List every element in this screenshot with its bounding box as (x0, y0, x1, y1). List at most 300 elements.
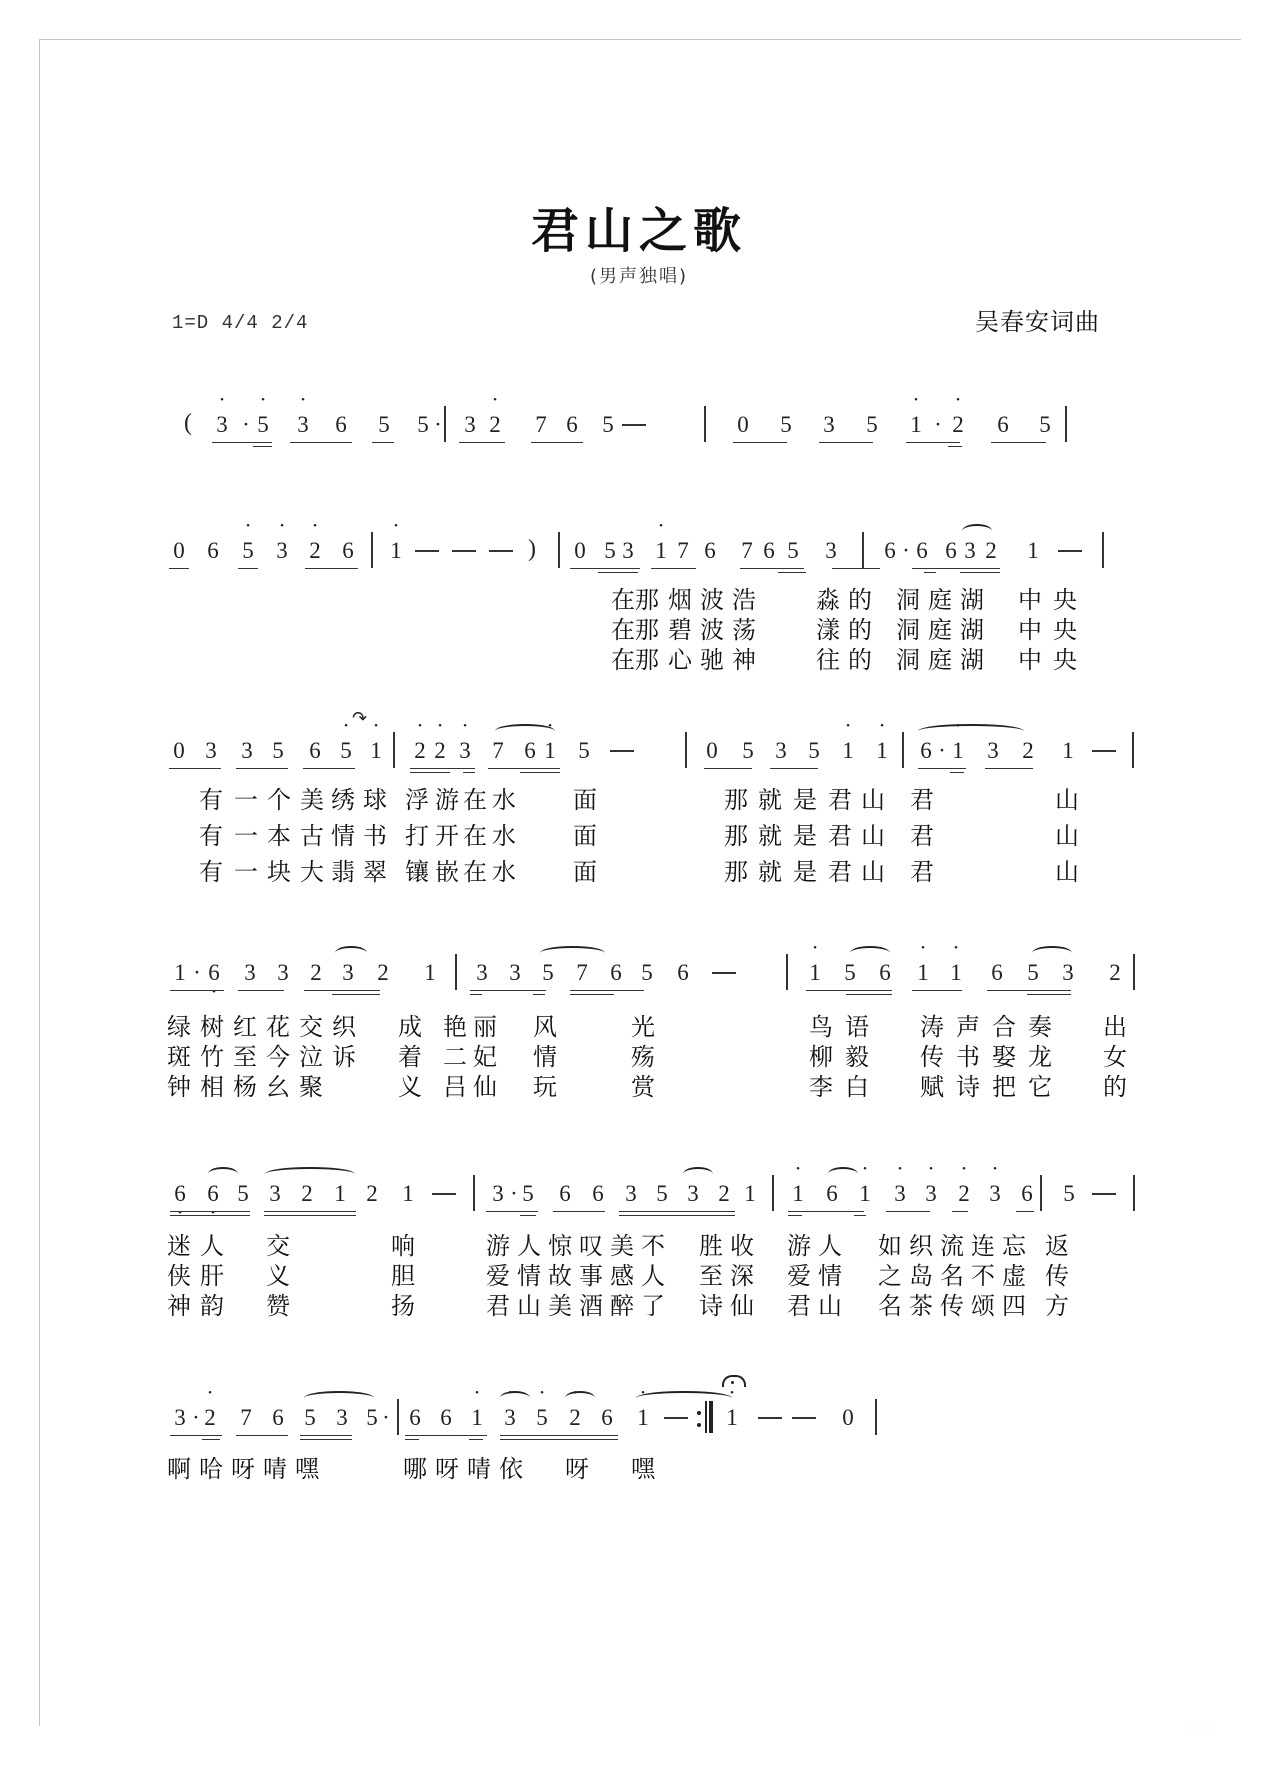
lyric: 感 (610, 1262, 634, 1290)
lyric: 山 (1055, 786, 1079, 814)
lyric: 泣 (299, 1043, 323, 1071)
lyric: 龙 (1028, 1043, 1052, 1071)
lyric: 君 (910, 858, 934, 886)
slur (918, 724, 1024, 738)
beam (236, 768, 288, 769)
beam (651, 568, 696, 569)
note: 3 (476, 960, 488, 985)
dash (622, 424, 646, 426)
note: 5 (1039, 412, 1051, 437)
lyric: 爱 (486, 1262, 510, 1290)
beam (410, 768, 475, 769)
lyric: 织 (332, 1013, 356, 1041)
lyric: 殇 (631, 1043, 655, 1071)
beam (806, 990, 892, 991)
lyric: 人 (818, 1232, 842, 1260)
barline (473, 1175, 475, 1211)
slur (540, 946, 605, 960)
note: 6 (272, 1405, 284, 1430)
note: • 1 (872, 738, 892, 764)
beam (704, 768, 752, 769)
lyric: 山 (1055, 822, 1079, 850)
lyric: 把 (992, 1073, 1016, 1101)
lyric: 白 (845, 1073, 869, 1101)
lyric: 的 (848, 586, 872, 614)
lyric: 君 (828, 786, 852, 814)
lyric: 情 (331, 822, 355, 850)
lyric: 碧 (668, 616, 692, 644)
beam (598, 572, 638, 573)
lyric: 红 (233, 1013, 257, 1041)
note: 6 (997, 412, 1009, 437)
lyric: 它 (1028, 1073, 1052, 1101)
lyric: 一 (234, 822, 258, 850)
note: 5 (602, 412, 614, 437)
note: • 5 (336, 738, 356, 764)
beam (202, 1439, 220, 1440)
barline (444, 406, 446, 442)
barline (1132, 732, 1134, 768)
lyric: 浩 (732, 586, 756, 614)
lyric: 美 (610, 1232, 634, 1260)
beam (570, 568, 640, 569)
lyric: 赞 (266, 1292, 290, 1320)
lyric: 侠 (167, 1262, 191, 1290)
lyric: 情 (517, 1262, 541, 1290)
dot-augment: · (902, 538, 910, 563)
beam (740, 568, 804, 569)
note: • 1 (805, 960, 825, 986)
lyric: 就 (758, 822, 782, 850)
beam (918, 768, 966, 769)
lyric: 义 (266, 1262, 290, 1290)
lyric: 事 (579, 1262, 603, 1290)
lyric: 至 (233, 1043, 257, 1071)
lyrics-verse-2 (0, 816, 1278, 848)
beam (531, 442, 583, 443)
lyric: 君 (910, 822, 934, 850)
lyric: 玩 (533, 1073, 557, 1101)
lyric: 心 (668, 646, 692, 674)
lyric: 哪 (403, 1455, 427, 1483)
barline (558, 532, 560, 568)
note: 6 (884, 538, 896, 563)
barline (1040, 1175, 1042, 1211)
note: • 5 (253, 412, 273, 438)
lyric: 呀 (435, 1455, 459, 1483)
lyric: 个 (267, 786, 291, 814)
note: 3 (1062, 960, 1074, 985)
beam (500, 1439, 618, 1440)
lyric: 啨 (467, 1455, 491, 1483)
lyric: 不 (641, 1232, 665, 1260)
lyric: 义 (398, 1073, 422, 1101)
note: • 1 (540, 738, 560, 764)
open-paren: ( (184, 410, 192, 436)
note: 6 (309, 738, 321, 763)
note: 5 (641, 960, 653, 985)
note: 3 (342, 960, 354, 985)
lyric: 啨 (263, 1455, 287, 1483)
lyric: 神 (167, 1292, 191, 1320)
note: • 3 (500, 1405, 520, 1431)
lyric: 嵌 (435, 858, 459, 886)
lyrics-verse-1 (0, 1226, 1278, 1260)
lyric: 在 (463, 858, 487, 886)
note: 3 (625, 1181, 637, 1206)
lyric: 至 (699, 1262, 723, 1290)
lyric: 深 (730, 1262, 754, 1290)
lyric: 惊 (548, 1232, 572, 1260)
dash (415, 550, 439, 552)
note: • 1 (948, 738, 968, 764)
lyric: 忘 (1002, 1232, 1026, 1260)
lyric: 游 (435, 786, 459, 814)
lyric: 岛 (909, 1262, 933, 1290)
lyric: 柳 (809, 1043, 833, 1071)
lyric: 毅 (845, 1043, 869, 1071)
dash (712, 972, 736, 974)
lyric: 奏 (1028, 1013, 1052, 1041)
beam (469, 1439, 483, 1440)
note: 6 (601, 1405, 613, 1430)
key-signature: 1=D 4/4 2/4 (172, 312, 309, 334)
lyric: 打 (405, 822, 429, 850)
note: • 5 (532, 1405, 552, 1431)
beam (788, 1215, 802, 1216)
lyric: 诗 (699, 1292, 723, 1320)
beam (1016, 1211, 1034, 1212)
lyric: 山 (861, 858, 885, 886)
note: 1 (174, 960, 186, 985)
lyric: 君 (828, 858, 852, 886)
lyric: 水 (492, 786, 516, 814)
beam (832, 568, 880, 569)
lyrics-verse-1 (0, 580, 1278, 614)
barline (1102, 532, 1104, 568)
note: 5 (237, 1181, 249, 1206)
beam (405, 1439, 419, 1440)
note: 6 (566, 412, 578, 437)
slur (683, 1167, 713, 1181)
dot-augment: · (938, 738, 946, 763)
lyric: 胆 (391, 1262, 415, 1290)
lyric: 人 (517, 1232, 541, 1260)
lyric: 镶 (405, 858, 429, 886)
note: 2 (1109, 960, 1121, 985)
lyric: 央 (1053, 616, 1077, 644)
note: 3 (277, 960, 289, 985)
beam (290, 442, 352, 443)
note: 0 (842, 1405, 854, 1430)
note: • 3 (985, 1181, 1005, 1207)
lyric: 书 (363, 822, 387, 850)
lyrics-verse-1 (0, 1007, 1278, 1041)
note: • 2 (305, 538, 325, 564)
lyric: 茶 (909, 1292, 933, 1320)
beam (924, 572, 936, 573)
lyric: 叹 (579, 1232, 603, 1260)
note: • 1 (467, 1405, 487, 1431)
beam (305, 568, 358, 569)
note: • 1 (946, 960, 966, 986)
lyric: 山 (861, 822, 885, 850)
beam (520, 1215, 536, 1216)
slur (636, 1391, 732, 1405)
notes-row (0, 412, 1278, 452)
note: • 3 (455, 738, 475, 764)
beam (488, 768, 560, 769)
lyric: 神 (732, 646, 756, 674)
lyric: 央 (1053, 646, 1077, 674)
beam (500, 1435, 618, 1436)
note: 6 (991, 960, 1003, 985)
lyric: 君 (486, 1292, 510, 1320)
lyric: 赏 (631, 1073, 655, 1101)
note: • 3 (212, 412, 232, 438)
note: 5 (780, 412, 792, 437)
note: 6 • (203, 1181, 223, 1207)
note: 7 (492, 738, 504, 763)
note: 2 (301, 1181, 313, 1206)
lyric: 在那 (611, 646, 659, 674)
note: 6 (559, 1181, 571, 1206)
lyric: 是 (793, 822, 817, 850)
beam (410, 772, 450, 773)
lyric: 着 (398, 1043, 422, 1071)
beam (372, 442, 394, 443)
lyric: 肝 (200, 1262, 224, 1290)
lyric: 女 (1103, 1043, 1127, 1071)
lyric: 仙 (730, 1292, 754, 1320)
lyric: 翠 (363, 858, 387, 886)
note: • 2 (410, 738, 430, 764)
note: 3 (823, 412, 835, 437)
lyric: 故 (548, 1262, 572, 1290)
lyric: 啊 (167, 1455, 191, 1483)
lyric: 在那 (611, 586, 659, 614)
lyric: 呀 (231, 1455, 255, 1483)
lyric: 涛 (920, 1013, 944, 1041)
note: 6 (945, 538, 957, 563)
lyric: 光 (631, 1013, 655, 1041)
note: 6 (207, 538, 219, 563)
lyric: 幺 (266, 1073, 290, 1101)
dot-augment: · (242, 412, 250, 437)
dash (1092, 1193, 1116, 1195)
lyric: 翡 (331, 858, 355, 886)
beam (300, 1439, 352, 1440)
dot-augment: · (192, 1405, 200, 1430)
lyric: 烟 (668, 586, 692, 614)
note: 2 (366, 1181, 378, 1206)
beam (303, 768, 355, 769)
lyric: 湖 (960, 616, 984, 644)
lyric: 情 (818, 1262, 842, 1290)
beam (886, 1211, 930, 1212)
barline (393, 732, 395, 768)
lyric: 就 (758, 858, 782, 886)
lyric: 成 (398, 1013, 422, 1041)
note: 6 (440, 1405, 452, 1430)
lyric: 一 (234, 786, 258, 814)
lyrics-verse-2 (0, 1037, 1278, 1071)
lyric: 虚 (1002, 1262, 1026, 1290)
lyrics-verse-3 (0, 852, 1278, 884)
lyric: 中 (1018, 616, 1042, 644)
lyric: 本 (267, 822, 291, 850)
note: • 3 (272, 538, 292, 564)
note: • 2 (954, 1181, 974, 1207)
dash (758, 1417, 782, 1419)
dash (664, 1417, 688, 1419)
beam (985, 768, 1033, 769)
dash (1058, 550, 1082, 552)
lyric: 在 (463, 822, 487, 850)
lyric: 的 (848, 646, 872, 674)
lyric: 聚 (299, 1073, 323, 1101)
note: • 3 (293, 412, 313, 438)
barline (772, 1175, 774, 1211)
fermata-icon (722, 1375, 746, 1387)
beam (533, 994, 545, 995)
lyric: 人 (200, 1232, 224, 1260)
lyric: 在 (463, 786, 487, 814)
note: 6 (342, 538, 354, 563)
lyrics-verse-2 (0, 1256, 1278, 1290)
note: 6 (916, 538, 928, 563)
beam (170, 1211, 250, 1212)
close-paren: ) (528, 536, 536, 562)
beam (906, 442, 960, 443)
note: 1 (424, 960, 436, 985)
lyric: 鸟 (809, 1013, 833, 1041)
lyric: 赋 (920, 1073, 944, 1101)
note: 6 (826, 1181, 838, 1206)
lyric: 织 (909, 1232, 933, 1260)
lyric: 的 (848, 616, 872, 644)
note: 1 (1027, 538, 1039, 563)
lyric: 依 (499, 1455, 523, 1483)
beam (170, 1215, 250, 1216)
beam (238, 990, 284, 991)
lyric: 名 (940, 1262, 964, 1290)
lyric: 古 (300, 822, 324, 850)
note: 2 (310, 960, 322, 985)
barline (685, 732, 687, 768)
composer-credit: 吴春安词曲 (975, 308, 1100, 336)
barline (875, 1399, 877, 1435)
barline (1133, 954, 1135, 990)
note: • 1 (651, 538, 671, 564)
note: 3 (244, 960, 256, 985)
beam (405, 1435, 487, 1436)
note: 3 (205, 738, 217, 763)
lyric: 斑 (167, 1043, 191, 1071)
dash (489, 550, 513, 552)
beam (948, 446, 962, 447)
lyric: 二 (443, 1043, 467, 1071)
lyric: 洞 (896, 586, 920, 614)
barline (862, 532, 864, 568)
beam (486, 1211, 538, 1212)
lyric: 块 (267, 858, 291, 886)
note: 5 (304, 1405, 316, 1430)
lyric: 有 (199, 822, 223, 850)
lyric: 水 (492, 822, 516, 850)
dash (792, 1417, 816, 1419)
lyric: 的 (1103, 1073, 1127, 1101)
lyric: 央 (1053, 586, 1077, 614)
lyric: 漾 (816, 616, 840, 644)
lyric: 有 (199, 786, 223, 814)
note: 2 (985, 538, 997, 563)
note: 3 (464, 412, 476, 437)
lyrics-verse-3 (0, 1067, 1278, 1101)
lyric: 面 (573, 822, 597, 850)
lyrics-verse-1 (0, 1449, 1278, 1483)
beam (212, 442, 272, 443)
note: 6 (409, 1405, 421, 1430)
note: 7 (741, 538, 753, 563)
note: 6 (879, 960, 891, 985)
lyric: 了 (641, 1292, 665, 1320)
note: • 2 (430, 738, 450, 764)
lyric: 球 (363, 786, 387, 814)
lyric: 嘿 (631, 1455, 655, 1483)
note: 6 (1021, 1181, 1033, 1206)
notes-row (0, 1181, 1278, 1221)
lyric: 浮 (405, 786, 429, 814)
note: • 2 (565, 1405, 585, 1431)
lyric: 哈 (199, 1455, 223, 1483)
beam (1027, 994, 1071, 995)
note: 6 (677, 960, 689, 985)
beam (991, 442, 1046, 443)
barline (371, 532, 373, 568)
lyric: 诗 (956, 1073, 980, 1101)
lyric: 花 (266, 1013, 290, 1041)
note: 3 (336, 1405, 348, 1430)
lyric: 妃 (473, 1043, 497, 1071)
lyric: 洞 (896, 646, 920, 674)
lyric: 颂 (971, 1292, 995, 1320)
slur (265, 1167, 355, 1181)
lyric: 迷 (167, 1232, 191, 1260)
beam (253, 446, 272, 447)
note: • 1 (838, 738, 858, 764)
lyric: 那 (724, 822, 748, 850)
lyric: 竹 (200, 1043, 224, 1071)
note: 3 (174, 1405, 186, 1430)
note: 3 (241, 738, 253, 763)
note: 0 (737, 412, 749, 437)
barline (397, 1399, 399, 1435)
song-subtitle: (男声独唱) (589, 266, 689, 287)
beam (778, 572, 806, 573)
note: 5 (522, 1181, 534, 1206)
note: 5 (378, 412, 390, 437)
lyric: 驰 (700, 646, 724, 674)
beam (770, 768, 818, 769)
lyric: 庭 (928, 586, 952, 614)
lyric: 是 (793, 786, 817, 814)
lyric: 大 (300, 858, 324, 886)
lyric: 语 (845, 1013, 869, 1041)
note: 1 (402, 1181, 414, 1206)
lyrics-verse-3 (0, 1286, 1278, 1320)
note: 6 (763, 538, 775, 563)
